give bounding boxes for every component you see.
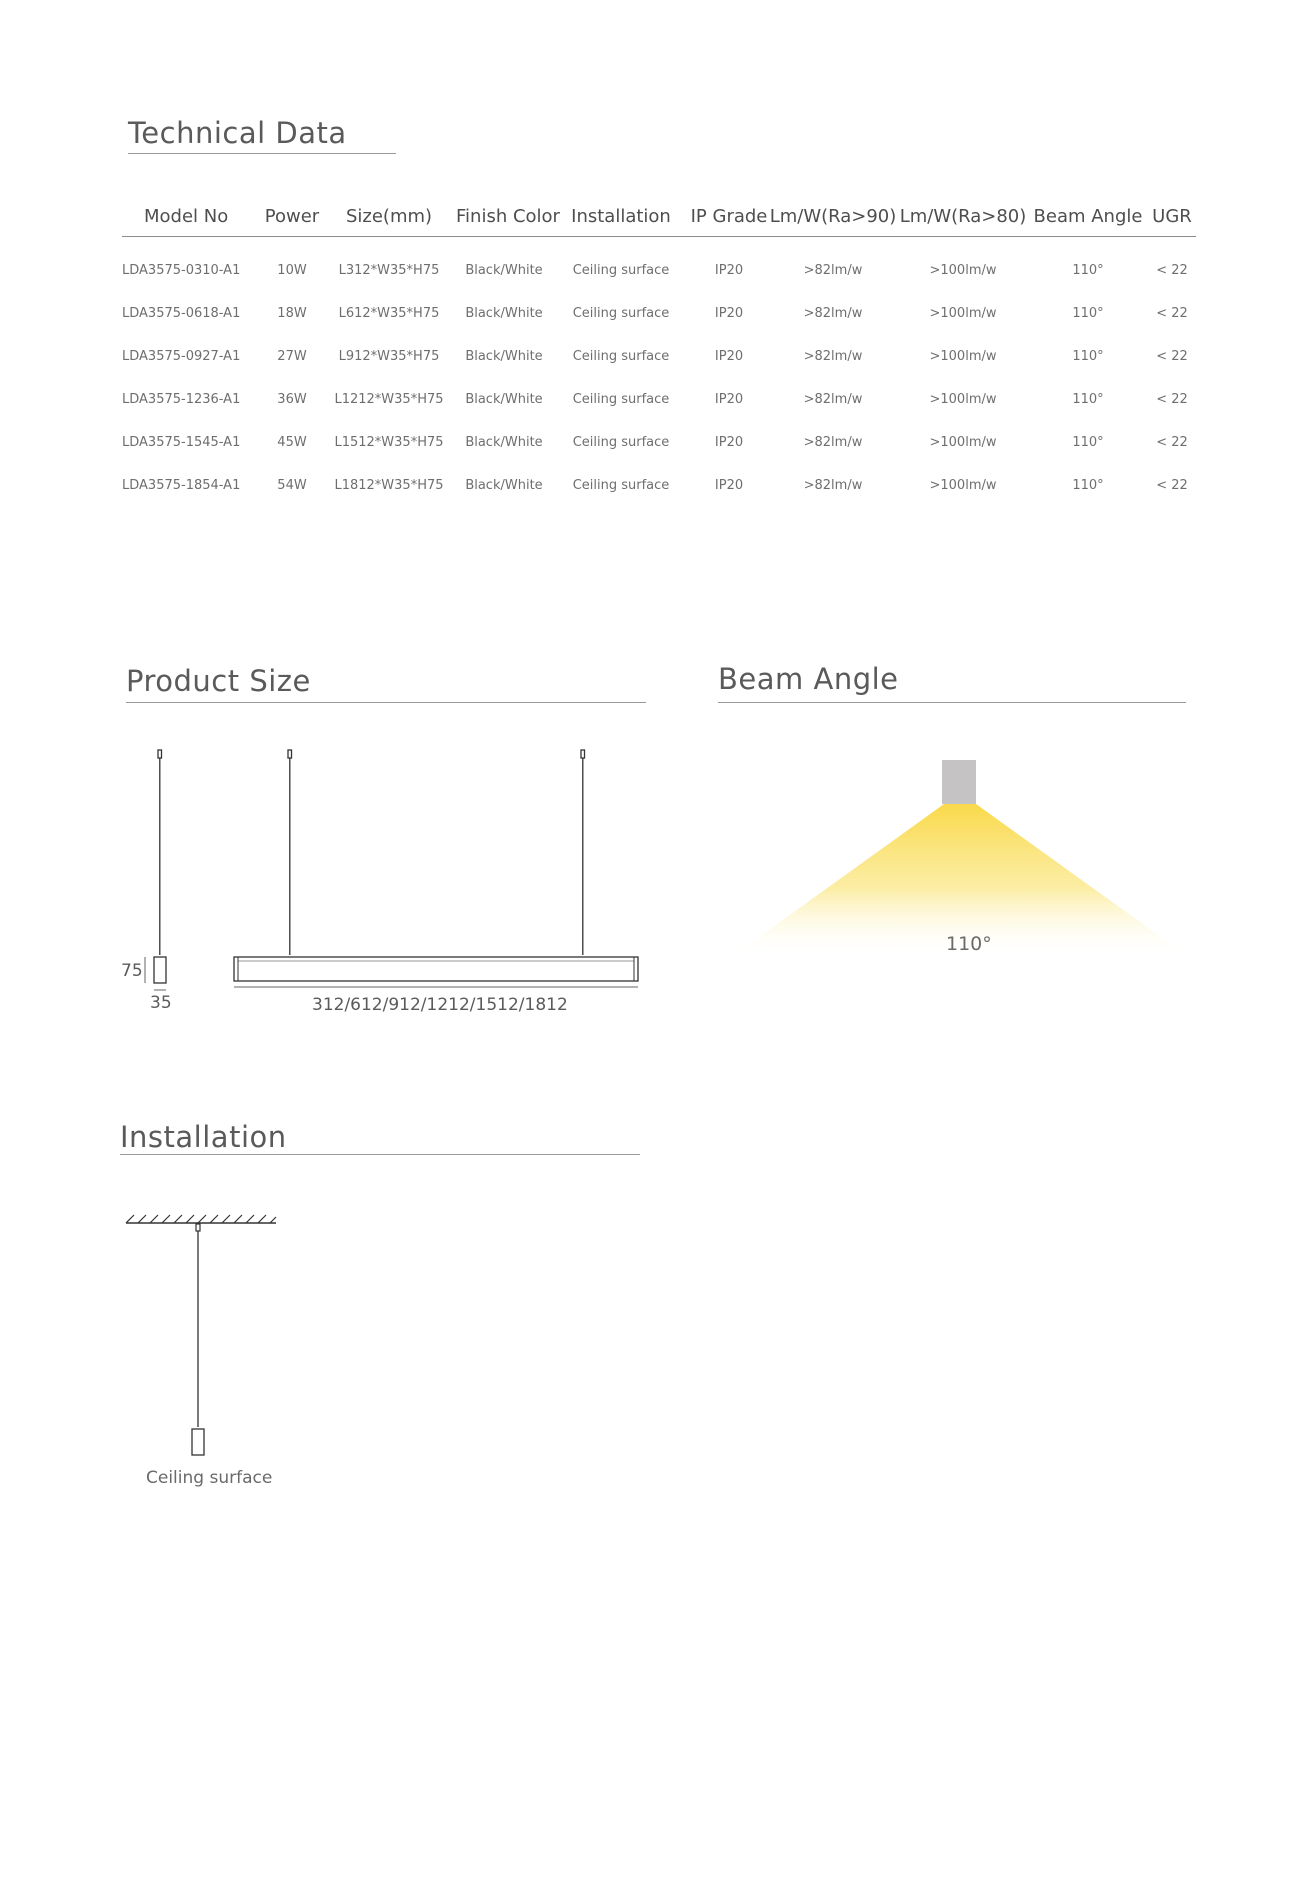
header-lmw-ra80: Lm/W(Ra>80) <box>899 205 1027 227</box>
cell-installation: Ceiling surface <box>572 435 670 450</box>
cell-lmw-ra80: >100lm/w <box>929 263 997 278</box>
cell-ip-grade: IP20 <box>714 392 744 407</box>
cell-ugr: < 22 <box>1156 263 1188 278</box>
cell-lmw-ra90: >82lm/w <box>803 478 863 493</box>
cell-installation: Ceiling surface <box>572 263 670 278</box>
cell-beam-angle: 110° <box>1072 263 1104 278</box>
cell-lmw-ra80: >100lm/w <box>929 435 997 450</box>
header-beam-angle: Beam Angle <box>1033 205 1143 227</box>
cell-ugr: < 22 <box>1156 478 1188 493</box>
linear-luminaire-body <box>234 957 638 981</box>
cell-power: 18W <box>277 306 307 321</box>
side-hanger-clip <box>158 750 162 758</box>
cell-finish-color: Black/White <box>465 435 543 450</box>
cell-lmw-ra90: >82lm/w <box>803 392 863 407</box>
cell-lmw-ra80: >100lm/w <box>929 349 997 364</box>
cell-model-no: LDA3575-0310-A1 <box>122 263 241 278</box>
table-row <box>122 378 1196 421</box>
cell-size: L1512*W35*H75 <box>334 435 444 450</box>
product-size-drawing <box>0 0 700 360</box>
cell-beam-angle: 110° <box>1072 478 1104 493</box>
cell-finish-color: Black/White <box>465 392 543 407</box>
cell-power: 36W <box>277 392 307 407</box>
right-hanger-clip <box>581 750 585 758</box>
fixture-block <box>942 760 976 804</box>
cell-ugr: < 22 <box>1156 306 1188 321</box>
cell-model-no: LDA3575-1854-A1 <box>122 478 241 493</box>
header-lmw-ra90: Lm/W(Ra>90) <box>769 205 897 227</box>
length-dimension-label: 312/612/912/1212/1512/1812 <box>312 995 568 1015</box>
cell-size: L912*W35*H75 <box>338 349 440 364</box>
cell-beam-angle: 110° <box>1072 349 1104 364</box>
cell-size: L312*W35*H75 <box>338 263 440 278</box>
cell-finish-color: Black/White <box>465 349 543 364</box>
cell-ip-grade: IP20 <box>714 263 744 278</box>
cell-ip-grade: IP20 <box>714 435 744 450</box>
installation-luminaire-profile <box>192 1429 204 1455</box>
cell-model-no: LDA3575-1545-A1 <box>122 435 241 450</box>
cell-ugr: < 22 <box>1156 349 1188 364</box>
cell-lmw-ra90: >82lm/w <box>803 306 863 321</box>
cell-size: L1212*W35*H75 <box>334 392 444 407</box>
cell-lmw-ra80: >100lm/w <box>929 392 997 407</box>
product-size-title: Product Size <box>126 664 311 698</box>
header-model-no: Model No <box>144 205 229 227</box>
ceiling-canopy <box>196 1224 200 1231</box>
height-dimension-label: 75 <box>121 961 143 981</box>
cell-beam-angle: 110° <box>1072 392 1104 407</box>
cell-beam-angle: 110° <box>1072 306 1104 321</box>
cell-model-no: LDA3575-1236-A1 <box>122 392 241 407</box>
cell-ugr: < 22 <box>1156 435 1188 450</box>
header-ugr: UGR <box>1152 205 1192 227</box>
cell-finish-color: Black/White <box>465 478 543 493</box>
cell-lmw-ra80: >100lm/w <box>929 306 997 321</box>
beam-angle-rule <box>718 702 1186 703</box>
cell-installation: Ceiling surface <box>572 392 670 407</box>
installation-rule <box>120 1154 640 1155</box>
width-dimension-label: 35 <box>150 993 172 1013</box>
cell-ip-grade: IP20 <box>714 306 744 321</box>
front-view-drawing <box>228 745 668 1035</box>
cell-power: 45W <box>277 435 307 450</box>
cell-ugr: < 22 <box>1156 392 1188 407</box>
header-installation: Installation <box>571 205 671 227</box>
cell-size: L612*W35*H75 <box>338 306 440 321</box>
installation-diagram <box>120 1205 300 1465</box>
technical-data-title: Technical Data <box>128 116 347 150</box>
beam-angle-label: 110° <box>946 933 992 955</box>
cell-model-no: LDA3575-0618-A1 <box>122 306 241 321</box>
header-finish-color: Finish Color <box>456 205 560 227</box>
cell-model-no: LDA3575-0927-A1 <box>122 349 241 364</box>
cell-beam-angle: 110° <box>1072 435 1104 450</box>
header-size: Size(mm) <box>345 205 433 227</box>
cell-lmw-ra90: >82lm/w <box>803 435 863 450</box>
cell-power: 27W <box>277 349 307 364</box>
cell-lmw-ra90: >82lm/w <box>803 349 863 364</box>
cell-lmw-ra90: >82lm/w <box>803 263 863 278</box>
side-profile-box <box>154 957 166 983</box>
cell-finish-color: Black/White <box>465 306 543 321</box>
table-row <box>122 421 1196 464</box>
cell-installation: Ceiling surface <box>572 306 670 321</box>
cell-power: 54W <box>277 478 307 493</box>
cell-installation: Ceiling surface <box>572 478 670 493</box>
header-power: Power <box>264 205 320 227</box>
cell-finish-color: Black/White <box>465 263 543 278</box>
ceiling-hatch <box>126 1215 276 1223</box>
cell-ip-grade: IP20 <box>714 349 744 364</box>
beam-angle-title: Beam Angle <box>718 662 899 696</box>
side-view-drawing <box>140 745 200 1025</box>
header-ip-grade: IP Grade <box>690 205 768 227</box>
installation-caption: Ceiling surface <box>146 1468 273 1488</box>
installation-title: Installation <box>120 1120 287 1154</box>
cell-size: L1812*W35*H75 <box>334 478 444 493</box>
cell-lmw-ra80: >100lm/w <box>929 478 997 493</box>
left-hanger-clip <box>288 750 292 758</box>
cell-installation: Ceiling surface <box>572 349 670 364</box>
cell-power: 10W <box>277 263 307 278</box>
table-row <box>122 464 1196 507</box>
product-size-rule <box>126 702 646 703</box>
cell-ip-grade: IP20 <box>714 478 744 493</box>
